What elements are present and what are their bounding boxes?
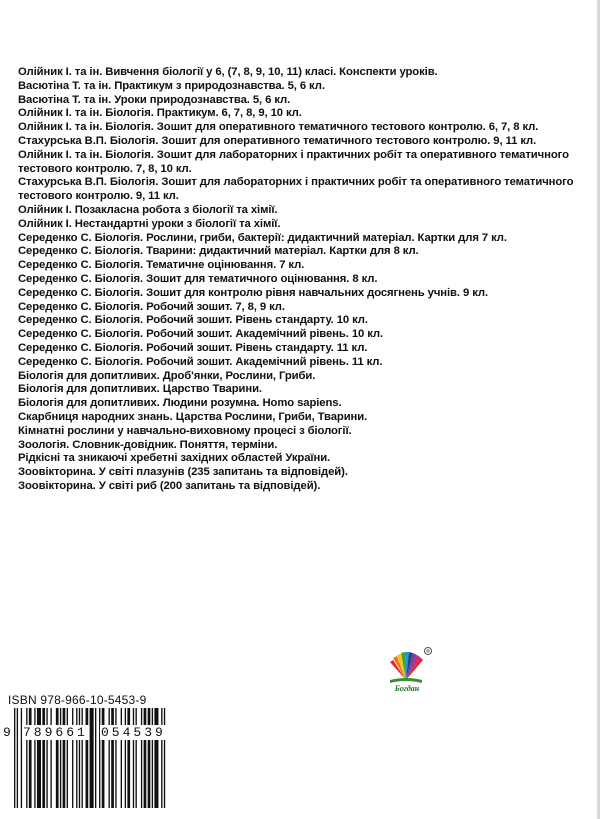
barcode-digits: [0, 725, 182, 739]
book-list-item: Середенко С. Біологія. Робочий зошит. Рівень стандарту. 11 кл.: [18, 341, 368, 354]
barcode-bar: [29, 708, 32, 808]
barcode-bar: [56, 708, 59, 808]
book-list-item: Біологія для допитливих. Дроб'янки, Рослини, Гриби.: [18, 369, 316, 382]
barcode-bar: [72, 708, 73, 808]
barcode-lead-digit: 9: [3, 725, 11, 740]
barcode-bar: [99, 708, 100, 808]
book-list-item: Середенко С. Біологія. Зошит для тематичного оцінювання. 8 кл.: [18, 272, 378, 285]
book-list-item: Олійник І. та ін. Біологія. Практикум. 6, 7, 8, 9, 10 кл.: [18, 107, 302, 120]
barcode-bar: [63, 708, 66, 808]
book-list-item: Олійник І. Нестандартні уроки з біології та хімії.: [18, 217, 281, 230]
barcode-bar: [26, 708, 27, 808]
book-list-item: Середенко С. Біологія. Тварини: дидактичний матеріал. Картки для 8 кл.: [18, 245, 419, 258]
book-list-item: Середенко С. Біологія. Робочий зошит. Рівень стандарту. 10 кл.: [18, 314, 368, 327]
barcode-bar: [141, 708, 142, 808]
book-list-item: Середенко С. Біологія. Тематичне оцінювання. 7 кл.: [18, 259, 305, 272]
book-list-item: Біологія для допитливих. Царство Тварини.: [18, 383, 262, 396]
barcode-bar: [111, 708, 114, 808]
book-fan-icon: [384, 646, 434, 694]
book-list-item: Середенко С. Біологія. Рослини, гриби, бактерії: дидактичний матеріал. Картки для 7 кл.: [18, 231, 507, 244]
book-list-item: Зоовікторина. У світі плазунів (235 запитань та відповідей).: [18, 466, 348, 479]
book-list-item: Середенко С. Біологія. Зошит для контролю рівня навчальних досягнень учнів. 9 кл.: [18, 286, 489, 299]
book-list-item: Олійник І. та ін. Біологія. Зошит для лабораторних і практичних робіт та оперативного тематичного тестового контролю. 7, 8, 10 кл.: [18, 148, 569, 175]
barcode-bar: [125, 708, 126, 808]
barcode-bar: [121, 708, 122, 808]
barcode-bar: [154, 708, 158, 808]
book-list-item: Біологія для допитливих. Людини розумна. Homo sapiens.: [18, 397, 342, 410]
barcode-left-group: 789661: [23, 725, 88, 740]
barcode-bar: [127, 708, 130, 808]
barcode-bar: [17, 708, 18, 808]
barcode-bar: [67, 708, 68, 808]
book-list-item: Васютіна Т. та ін. Практикум з природознавства. 5, 6 кл.: [18, 79, 325, 92]
barcode-bar: [164, 708, 165, 808]
book-list-item: Зоологія. Словник-довідник. Поняття, терміни.: [18, 438, 278, 451]
book-list-item: Олійник І. та ін. Біологія. Зошит для оперативного тематичного тестового контролю. 6, 7, 8 кл.: [18, 121, 539, 134]
book-list: [18, 66, 588, 494]
barcode-bar: [82, 708, 83, 808]
barcode-bar: [152, 708, 153, 808]
barcode-bar: [50, 708, 51, 808]
book-list-item: Васютіна Т. та ін. Уроки природознавства. 5, 6 кл.: [18, 93, 291, 106]
book-list-item: Скарбниця народних знань. Царства Рослини, Гриби, Тварини.: [18, 410, 368, 423]
barcode-bar: [79, 708, 80, 808]
barcode-bars: [6, 708, 182, 808]
barcode-right-group: 054539: [101, 725, 166, 740]
barcode-bar: [86, 708, 89, 808]
barcode-bar: [148, 708, 151, 808]
barcode-bar: [42, 708, 45, 808]
barcode-bar: [60, 708, 61, 808]
book-list-item: Рідкісні та зникаючі хребетні західних областей України.: [18, 452, 331, 465]
publisher-name: Богдан: [394, 684, 420, 693]
isbn-text: ISBN 978-966-10-5453-9: [8, 693, 147, 707]
book-list-item: Зоовікторина. У світі риб (200 запитань та відповідей).: [18, 479, 321, 492]
barcode-bar: [46, 708, 47, 808]
registered-mark: ®: [426, 649, 430, 655]
barcode-bar: [136, 708, 137, 808]
book-list-item: Середенко С. Біологія. Робочий зошит. Академічний рівень. 11 кл.: [18, 355, 383, 368]
book-list-item: Кімнатні рослини у навчально-виховному процесі з біології.: [18, 424, 352, 437]
barcode-bar: [37, 708, 41, 808]
barcode-bar: [90, 708, 94, 808]
barcode-bar: [109, 708, 110, 808]
barcode-bar: [95, 708, 96, 808]
barcode-bar: [115, 708, 116, 808]
barcode-bar: [34, 708, 35, 808]
publisher-logo: [384, 646, 434, 694]
barcode-bar: [102, 708, 105, 808]
barcode-bar: [76, 708, 77, 808]
book-list-item: Стахурська В.П. Біологія. Зошит для оперативного тематичного тестового контролю. 9, 11 кл.: [18, 134, 537, 147]
book-list-item: Середенко С. Біологія. Робочий зошит. Академічний рівень. 10 кл.: [18, 328, 384, 341]
book-list-item: Олійник І. та ін. Вивчення біології у 6, (7, 8, 9, 10, 11) класі. Конспекти уроків.: [18, 66, 438, 78]
barcode-bar: [14, 708, 15, 808]
book-list-item: Олійник І. Позакласна робота з біології та хімії.: [18, 203, 278, 216]
book-list-item: Стахурська В.П. Біологія. Зошит для лабораторних і практичних робіт та оперативного тематичного тестового контролю. 9, 11 кл.: [18, 176, 574, 203]
book-list-item: Середенко С. Біологія. Робочий зошит. 7, 8, 9 кл.: [18, 300, 285, 313]
barcode-bar: [161, 708, 162, 808]
barcode-bar: [144, 708, 147, 808]
barcode-bar: [21, 708, 22, 808]
barcode-bar: [133, 708, 134, 808]
